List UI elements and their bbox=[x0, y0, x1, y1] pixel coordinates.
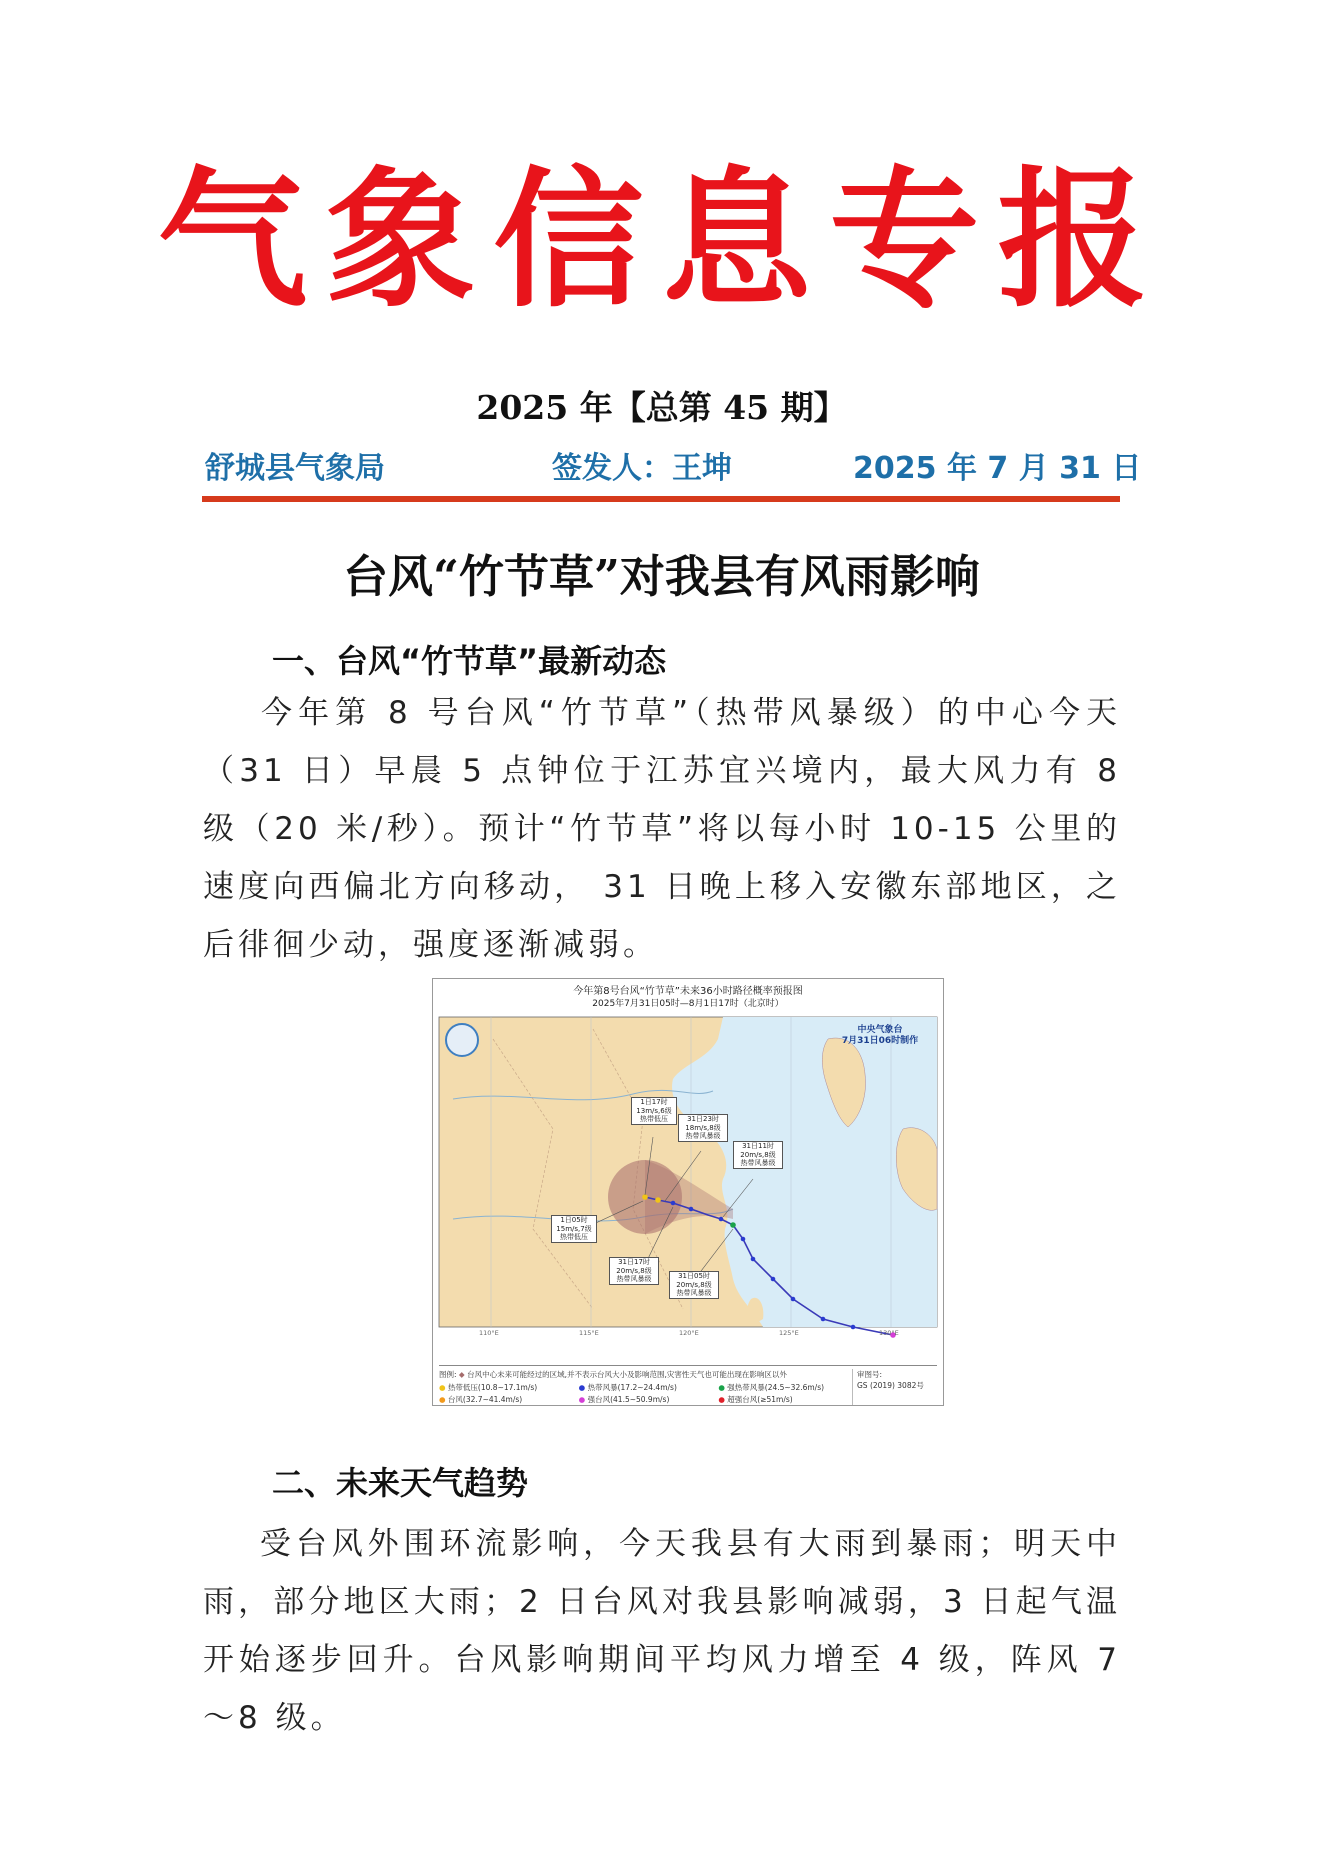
callout-31d23 bbox=[678, 1114, 728, 1142]
figure-subtitle: 2025年7月31日05时—8月1日17时（北京时） bbox=[592, 999, 784, 1009]
legend-item bbox=[439, 1382, 573, 1393]
review-number: GS (2019) 3082号 bbox=[857, 1381, 924, 1390]
axis-tick: 120°E bbox=[679, 1329, 699, 1337]
dot-icon: ● bbox=[439, 1383, 446, 1392]
callout-line: 18m/s,8级 bbox=[685, 1123, 721, 1132]
dot-icon: ● bbox=[439, 1395, 446, 1404]
callout-31d11 bbox=[733, 1141, 783, 1169]
legend-item-label: 热带风暴(17.2~24.4m/s) bbox=[587, 1383, 677, 1392]
signer: 签发人：王坤 bbox=[552, 451, 732, 486]
legend-item bbox=[439, 1394, 573, 1405]
dot-icon: ● bbox=[718, 1395, 725, 1404]
callout-line: 31日05时 bbox=[678, 1272, 710, 1280]
agency-stamp-time: 7月31日06时制作 bbox=[841, 1036, 919, 1046]
legend-item-label: 强热带风暴(24.5~32.6m/s) bbox=[727, 1383, 825, 1392]
callout-line: 热带风暴级 bbox=[685, 1132, 721, 1140]
callout-line: 31日11时 bbox=[742, 1142, 774, 1150]
legend-item-label: 强台风(41.5~50.9m/s) bbox=[587, 1395, 670, 1404]
callout-line: 热带风暴级 bbox=[676, 1289, 712, 1297]
callout-line: 15m/s,7级 bbox=[556, 1224, 592, 1233]
callout-line: 1日17时 bbox=[640, 1098, 668, 1106]
agency-stamp-name: 中央气象台 bbox=[857, 1025, 903, 1035]
typhoon-track-map bbox=[432, 978, 944, 1406]
figure-title: 今年第8号台风“竹节草”未来36小时路径概率预报图 bbox=[573, 986, 803, 997]
track-point-depression bbox=[642, 1194, 648, 1200]
track-point-depression-2 bbox=[655, 1197, 661, 1203]
callout-line: 热带风暴级 bbox=[740, 1159, 776, 1167]
axis-tick: 115°E bbox=[579, 1329, 599, 1337]
callout-line: 20m/s,8级 bbox=[740, 1150, 776, 1159]
section-body-2-text: 受台风外围环流影响，今天我县有大雨到暴雨；明天中雨，部分地区大雨；2 日台风对我县影响减弱，3 日起气温开始逐步回升。台风影响期间平均风力增至 4 级，阵风 7～8 级。 bbox=[203, 1526, 1121, 1736]
axis-tick: 130°E bbox=[879, 1329, 899, 1337]
legend-cone-note: 台风中心未来可能经过的区域,并不表示台风大小及影响范围,灾害性天气也可能出现在影响区以外 bbox=[467, 1370, 787, 1379]
article-title: 台风“竹节草”对我县有风雨影响 bbox=[343, 550, 980, 603]
legend-item bbox=[579, 1382, 713, 1393]
header-divider bbox=[202, 496, 1120, 502]
legend-item bbox=[718, 1382, 852, 1393]
section-heading-2: 二、未来天气趋势 bbox=[272, 1464, 529, 1502]
callout-1d05 bbox=[551, 1215, 597, 1243]
callout-1d17 bbox=[631, 1097, 677, 1125]
callout-line: 热带低压 bbox=[640, 1115, 668, 1123]
issuing-agency: 舒城县气象局 bbox=[205, 451, 385, 486]
legend-item bbox=[579, 1394, 713, 1405]
callout-line: 13m/s,6级 bbox=[636, 1106, 672, 1115]
section-body-1 bbox=[203, 684, 1121, 974]
callout-31d05 bbox=[669, 1271, 719, 1299]
callout-line: 31日23时 bbox=[687, 1115, 719, 1123]
section-heading-1: 一、台风“竹节草”最新动态 bbox=[272, 642, 667, 680]
callout-line: 20m/s,8级 bbox=[616, 1266, 652, 1275]
dot-icon: ● bbox=[578, 1383, 586, 1392]
legend-item-label: 台风(32.7~41.4m/s) bbox=[447, 1395, 523, 1404]
review-label: 审图号: bbox=[857, 1370, 883, 1379]
cma-logo-icon bbox=[445, 1023, 479, 1057]
dot-icon: ● bbox=[578, 1395, 586, 1404]
callout-line: 热带低压 bbox=[560, 1233, 588, 1241]
issue-number: 2025 年【总第 45 期】 bbox=[476, 388, 847, 427]
axis-tick: 125°E bbox=[779, 1329, 799, 1337]
legend-item-label: 超强台风(≥51m/s) bbox=[727, 1395, 793, 1404]
callout-line: 1日05时 bbox=[560, 1216, 588, 1224]
callout-line: 20m/s,8级 bbox=[676, 1280, 712, 1289]
agency-stamp bbox=[825, 1025, 935, 1047]
cone-icon: ◆ bbox=[458, 1370, 465, 1379]
axis-tick: 110°E bbox=[479, 1329, 499, 1337]
issue-date: 2025 年 7 月 31 日 bbox=[853, 451, 1142, 486]
masthead-title: 气象信息专报 bbox=[157, 152, 1166, 328]
callout-line: 热带风暴级 bbox=[616, 1275, 652, 1283]
legend-item bbox=[718, 1394, 852, 1405]
legend-item-label: 热带低压(10.8~17.1m/s) bbox=[447, 1383, 538, 1392]
map-legend bbox=[439, 1365, 937, 1405]
section-body-2 bbox=[203, 1515, 1121, 1747]
callout-line: 31日17时 bbox=[618, 1258, 650, 1266]
track-point-severe bbox=[730, 1222, 736, 1228]
section-body-1-text: 今年第 8 号台风“竹节草”（热带风暴级）的中心今天（31 日）早晨 5 点钟位于江苏宜兴境内，最大风力有 8 级（20 米/秒）。预计“竹节草”将以每小时 10-15 公里的速度向西偏北方向移动， 31 日晚上移入安徽东部地区，之后徘徊少动，强度逐渐减弱。 bbox=[203, 695, 1121, 963]
dot-icon: ● bbox=[718, 1383, 725, 1392]
legend-title: 图例: bbox=[439, 1370, 457, 1379]
callout-31d17 bbox=[609, 1257, 659, 1285]
